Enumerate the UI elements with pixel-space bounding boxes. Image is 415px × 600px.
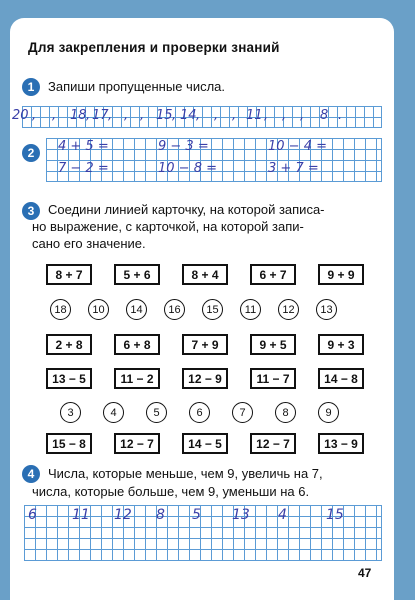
task-3-number: 3 [22, 202, 40, 220]
answer-circle: 10 [88, 299, 109, 320]
expression-card: 11 − 2 [114, 368, 160, 389]
task-4-answer: 5 [192, 507, 201, 523]
answer-circle: 9 [318, 402, 339, 423]
page-number: 47 [358, 566, 372, 580]
expression-card: 8 + 4 [182, 264, 228, 285]
task-1-answer: 18 [70, 108, 87, 123]
answer-circle: 6 [189, 402, 210, 423]
answer-circle: 8 [275, 402, 296, 423]
task-4-answer: 11 [72, 507, 90, 523]
expression-card: 13 − 9 [318, 433, 364, 454]
task-4-answer: 13 [232, 507, 250, 523]
answer-circle: 18 [50, 299, 71, 320]
task-1-answer: 15 [156, 108, 173, 123]
task-1-answer: , [52, 108, 57, 123]
answer-circle: 13 [316, 299, 337, 320]
expression-card: 9 + 5 [250, 334, 296, 355]
expression-card: 7 + 9 [182, 334, 228, 355]
page-heading: Для закрепления и проверки знаний [28, 40, 280, 55]
workbook-page [10, 18, 394, 600]
task-4-answer: 4 [278, 507, 287, 523]
task-1-answer: 20 [12, 108, 29, 123]
task-1-answer: , [232, 108, 237, 123]
task-1-answer: , [282, 108, 287, 123]
task-1-answer: . [338, 108, 343, 123]
expression-card: 14 − 5 [182, 433, 228, 454]
task-4-number: 4 [22, 465, 40, 483]
task-2-expression: 3 + 7 = [268, 161, 319, 176]
expression-card: 13 − 5 [46, 368, 92, 389]
task-2-number: 2 [22, 144, 40, 162]
task-4-answer: 8 [156, 507, 165, 523]
expression-card: 12 − 9 [182, 368, 228, 389]
task-1-number: 1 [22, 78, 40, 96]
task-4-answer: 12 [114, 507, 132, 523]
task-1-answer: , [172, 108, 177, 123]
task-3-text-line-2: но выражение, с карточкой, на которой запи- [32, 219, 304, 234]
expression-card: 8 + 7 [46, 264, 92, 285]
task-2-expression: 10 − 4 = [268, 139, 327, 154]
expression-card: 12 − 7 [114, 433, 160, 454]
expression-card: 6 + 8 [114, 334, 160, 355]
task-1-answer: , [124, 108, 129, 123]
answer-circle: 3 [60, 402, 81, 423]
answer-circle: 12 [278, 299, 299, 320]
task-3-text-line-1: Соедини линией карточку, на которой записа- [48, 202, 325, 217]
task-1-answer: , [300, 108, 305, 123]
task-2-expression: 4 + 5 = [58, 139, 109, 154]
task-1-answer: 11 [246, 108, 263, 123]
task-1-answer: , [264, 108, 269, 123]
expression-card: 15 − 8 [46, 433, 92, 454]
task-1-answer: , [108, 108, 113, 123]
answer-circle: 16 [164, 299, 185, 320]
expression-card: 12 − 7 [250, 433, 296, 454]
task-1-answer: , [140, 108, 145, 123]
task-4-answer: 6 [28, 507, 37, 523]
task-1-answer: , [32, 108, 37, 123]
task-4-text-line-1: Числа, которые меньше, чем 9, увеличь на 7, [48, 466, 323, 481]
expression-card: 9 + 9 [318, 264, 364, 285]
answer-circle: 15 [202, 299, 223, 320]
answer-circle: 7 [232, 402, 253, 423]
task-4-text-line-2: числа, которые больше, чем 9, уменьши на 6. [32, 484, 310, 499]
expression-card: 2 + 8 [46, 334, 92, 355]
task-1-answer: , [196, 108, 201, 123]
answer-circle: 11 [240, 299, 261, 320]
expression-card: 11 − 7 [250, 368, 296, 389]
task-1-answer: , [214, 108, 219, 123]
answer-circle: 14 [126, 299, 147, 320]
task-2-expression: 7 − 2 = [58, 161, 109, 176]
task-2-expression: 9 − 3 = [158, 139, 209, 154]
expression-card: 9 + 3 [318, 334, 364, 355]
answer-circle: 5 [146, 402, 167, 423]
task-1-answer: 8 [320, 108, 329, 123]
task-1-text: Запиши пропущенные числа. [48, 79, 226, 94]
task-2-expression: 10 − 8 = [158, 161, 217, 176]
answer-circle: 4 [103, 402, 124, 423]
task-4-answer: 15 [326, 507, 344, 523]
task-1-answer: 17 [92, 108, 109, 123]
expression-card: 5 + 6 [114, 264, 160, 285]
expression-card: 6 + 7 [250, 264, 296, 285]
task-3-text-line-3: сано его значение. [32, 236, 146, 251]
expression-card: 14 − 8 [318, 368, 364, 389]
task-1-answer: , [86, 108, 91, 123]
task-1-answer: 14 [180, 108, 197, 123]
